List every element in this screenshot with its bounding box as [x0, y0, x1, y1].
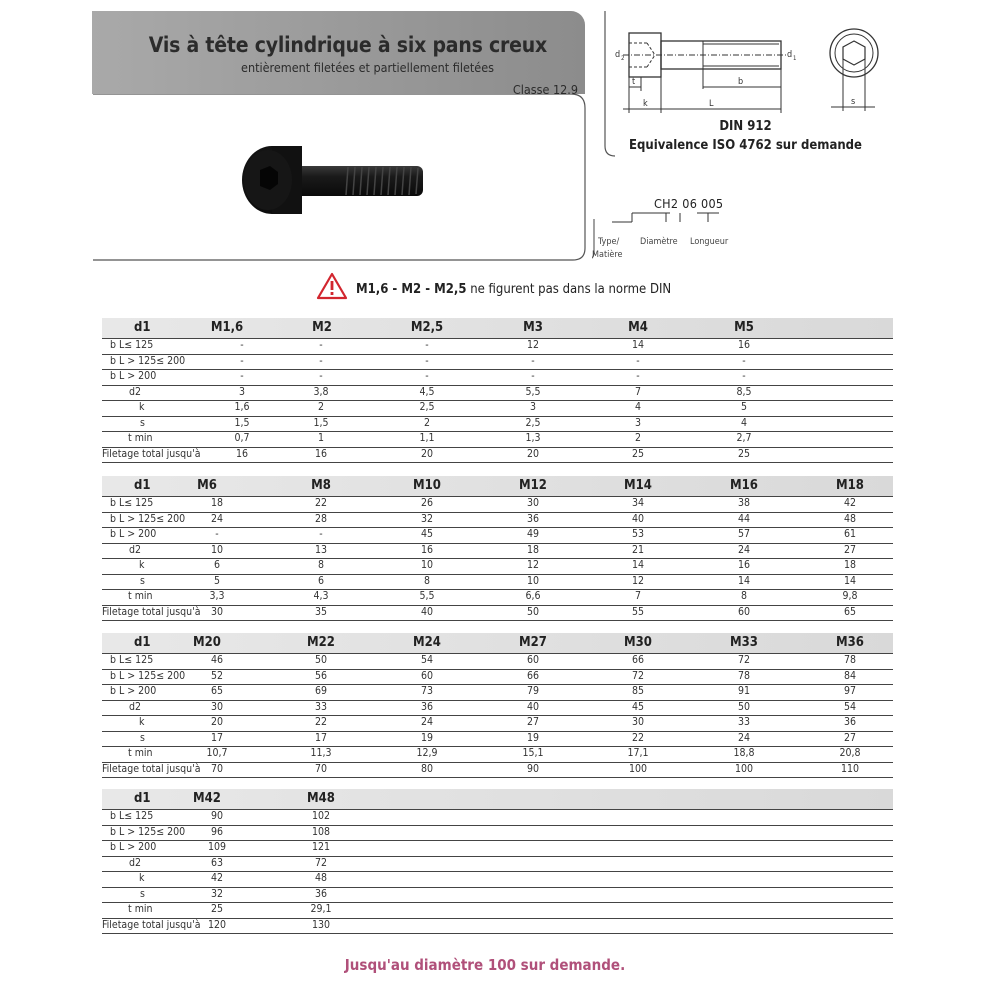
table-row [102, 338, 893, 355]
size-header: M4 [628, 320, 648, 335]
row-label: d2 [129, 543, 142, 556]
row-label: t min [128, 747, 153, 759]
table-header-row [102, 789, 893, 810]
size-header: M30 [624, 635, 652, 650]
table-cell: 29,1 [310, 903, 332, 915]
table-row [102, 527, 893, 544]
table-cell: 72 [314, 856, 328, 869]
table-cell: 45 [631, 700, 645, 713]
code-label-diameter: Diamètre [640, 237, 678, 247]
table-cell: 5,5 [419, 590, 435, 602]
table-cell: 21 [631, 543, 645, 556]
footer-note: Jusqu'au diamètre 100 sur demande. [344, 956, 626, 974]
table-cell: 34 [631, 497, 645, 509]
table-cell: 66 [526, 669, 540, 682]
table-header-row [102, 633, 893, 654]
table-cell: 27 [843, 543, 857, 556]
table-row [102, 825, 893, 842]
table-cell: 16 [235, 447, 249, 460]
table-row [102, 669, 893, 686]
table-row [102, 840, 893, 857]
table-cell: 8 [423, 574, 430, 587]
table-cell: 18 [526, 543, 540, 556]
size-header: M12 [519, 478, 547, 493]
table-cell: 6 [317, 574, 324, 587]
table-cell: 1,5 [234, 416, 250, 429]
table-cell: 50 [526, 605, 540, 618]
row-label: s [140, 731, 145, 744]
table-cell: 30 [631, 716, 645, 728]
size-header: M48 [307, 791, 335, 806]
table-cell: 18,8 [733, 747, 755, 759]
size-header: M20 [193, 635, 221, 650]
table-cell: - [531, 354, 535, 367]
row-label: b L > 125≤ 200 [110, 825, 186, 838]
table-cell: 8 [317, 559, 324, 571]
table-cell: 40 [420, 605, 434, 618]
row-label: b L≤ 125 [110, 810, 154, 822]
table-cell: 54 [420, 654, 434, 666]
size-header: M1,6 [210, 320, 244, 335]
table-cell: 15,1 [522, 747, 544, 759]
table-cell: 50 [737, 700, 751, 713]
table-cell: 52 [210, 669, 224, 682]
table-cell: 40 [526, 700, 540, 713]
table-cell: 3 [238, 385, 245, 398]
table-row [102, 369, 893, 386]
table-cell: 40 [631, 512, 645, 525]
table-cell: 45 [420, 528, 434, 540]
table-cell: 100 [734, 762, 754, 775]
table-cell: 2,7 [736, 432, 752, 444]
row-label: k [139, 559, 145, 571]
size-header: M27 [519, 635, 547, 650]
table-cell: 24 [210, 512, 224, 525]
warning-icon [316, 272, 348, 300]
row-label: k [139, 872, 145, 884]
table-row [102, 512, 893, 529]
table-cell: 60 [420, 669, 434, 682]
table-cell: 33 [737, 716, 751, 728]
table-cell: 7 [634, 385, 641, 398]
table-cell: 2 [634, 432, 641, 444]
table-cell: 78 [737, 669, 751, 682]
table-cell: 28 [314, 512, 328, 525]
table-cell: 70 [314, 762, 328, 775]
row-label: d2 [129, 385, 142, 398]
size-header: M8 [311, 478, 331, 493]
table-cell: - [240, 354, 244, 367]
svg-text:2: 2 [621, 55, 625, 62]
table-cell: 102 [311, 810, 331, 822]
table-row [102, 543, 893, 560]
table-row [102, 809, 893, 826]
warning-rest: ne figurent pas dans la norme DIN [466, 282, 672, 297]
table-cell: 42 [210, 872, 224, 884]
table-cell: 110 [840, 762, 860, 775]
table-cell: 36 [843, 716, 857, 728]
table-cell: 57 [737, 528, 751, 540]
size-header: M16 [730, 478, 758, 493]
table-row [102, 385, 893, 402]
size-header: M2,5 [410, 320, 444, 335]
table-cell: 2 [423, 416, 430, 429]
table-cell: 2,5 [525, 416, 541, 429]
row-label: b L > 200 [110, 370, 157, 382]
table-cell: 13 [314, 543, 328, 556]
table-cell: 14 [631, 339, 645, 351]
table-cell: 109 [207, 841, 227, 853]
table-cell: 35 [314, 605, 328, 618]
table-cell: 12 [631, 574, 645, 587]
table-row [102, 731, 893, 748]
table-cell: 14 [631, 559, 645, 571]
table-row [102, 354, 893, 371]
table-cell: 24 [737, 543, 751, 556]
page-subtitle: entièrement filetées et partiellement filetées [241, 60, 494, 75]
row-label: d2 [129, 856, 142, 869]
table-cell: 17,1 [627, 747, 649, 759]
row-label: Filetage total jusqu'à [102, 762, 201, 775]
table-cell: 16 [420, 543, 434, 556]
table-cell: 44 [737, 512, 751, 525]
table-cell: 33 [314, 700, 328, 713]
table-header-row [102, 318, 893, 339]
table-cell: 1,6 [234, 401, 250, 413]
table-cell: 32 [210, 887, 224, 900]
table-cell: - [319, 370, 323, 382]
row-label: b L > 125≤ 200 [110, 512, 186, 525]
table-header-d1: d1 [134, 635, 151, 650]
table-cell: 53 [631, 528, 645, 540]
dim-d1: d [787, 50, 793, 60]
table-cell: 10 [526, 574, 540, 587]
table-cell: 18 [843, 559, 857, 571]
table-cell: 5,5 [525, 385, 541, 398]
size-header: M24 [413, 635, 441, 650]
table-cell: 11,3 [310, 747, 332, 759]
table-cell: 25 [631, 447, 645, 460]
table-cell: 27 [843, 731, 857, 744]
code-label-material: Matière [592, 250, 623, 260]
table-cell: 78 [843, 654, 857, 666]
table-cell: 30 [526, 497, 540, 509]
row-label: Filetage total jusqu'à [102, 605, 201, 618]
table-cell: 14 [737, 574, 751, 587]
table-cell: 17 [210, 731, 224, 744]
table-cell: 42 [843, 497, 857, 509]
table-cell: 55 [631, 605, 645, 618]
table-cell: 18 [210, 497, 224, 509]
table-cell: 108 [311, 825, 331, 838]
row-label: b L > 125≤ 200 [110, 354, 186, 367]
table-cell: 24 [737, 731, 751, 744]
table-cell: - [240, 370, 244, 382]
table-cell: 4 [634, 401, 641, 413]
table-cell: 22 [314, 497, 328, 509]
table-cell: - [319, 354, 323, 367]
table-cell: - [531, 370, 535, 382]
table-cell: 4 [740, 416, 747, 429]
table-cell: 90 [526, 762, 540, 775]
row-label: b L≤ 125 [110, 339, 154, 351]
table-row [102, 871, 893, 888]
row-label: k [139, 401, 145, 413]
table-cell: - [319, 339, 323, 351]
table-cell: 19 [420, 731, 434, 744]
table-cell: - [636, 354, 640, 367]
row-label: Filetage total jusqu'à [102, 447, 201, 460]
table-cell: 14 [843, 574, 857, 587]
table-cell: 4,5 [419, 385, 435, 398]
table-cell: 60 [737, 605, 751, 618]
row-label: t min [128, 903, 153, 915]
size-header: M6 [197, 478, 217, 493]
dim-s: s [851, 97, 856, 107]
size-header: M33 [730, 635, 758, 650]
warning-sizes: M1,6 - M2 - M2,5 [356, 282, 467, 297]
table-cell: - [319, 528, 323, 540]
table-cell: 22 [631, 731, 645, 744]
table-row [102, 918, 893, 935]
table-cell: 54 [843, 700, 857, 713]
table-row [102, 700, 893, 717]
dim-L: L [709, 99, 714, 109]
table-cell: - [425, 370, 429, 382]
order-code: CH2 06 005 [654, 196, 724, 211]
row-label: b L≤ 125 [110, 654, 154, 666]
table-cell: - [425, 354, 429, 367]
table-cell: 25 [210, 903, 224, 915]
din-title: DIN 912 [719, 119, 772, 134]
svg-text:1: 1 [793, 55, 797, 62]
table-cell: 1 [317, 432, 324, 444]
table-cell: 61 [843, 528, 857, 540]
table-cell: 3,3 [209, 590, 225, 602]
table-cell: 3 [634, 416, 641, 429]
row-label: s [140, 574, 145, 587]
size-header: M18 [836, 478, 864, 493]
table-cell: 8,5 [736, 385, 752, 398]
size-header: M14 [624, 478, 652, 493]
table-cell: 36 [526, 512, 540, 525]
table-cell: 16 [314, 447, 328, 460]
table-cell: 4,3 [313, 590, 329, 602]
table-cell: 50 [314, 654, 328, 666]
table-cell: 36 [314, 887, 328, 900]
table-row [102, 856, 893, 873]
table-cell: 73 [420, 685, 434, 697]
table-cell: - [240, 339, 244, 351]
table-row [102, 447, 893, 464]
header-banner [92, 11, 585, 97]
table-cell: 70 [210, 762, 224, 775]
table-row [102, 431, 893, 448]
table-cell: 3,8 [313, 385, 329, 398]
table-cell: 72 [631, 669, 645, 682]
table-cell: 48 [843, 512, 857, 525]
table-cell: 60 [526, 654, 540, 666]
table-row [102, 762, 893, 779]
table-row [102, 605, 893, 622]
dim-t: t [632, 77, 636, 87]
table-row [102, 416, 893, 433]
table-cell: 17 [314, 731, 328, 744]
table-cell: 32 [420, 512, 434, 525]
table-cell: 48 [314, 872, 328, 884]
table-cell: 49 [526, 528, 540, 540]
table-cell: 72 [737, 654, 751, 666]
table-row [102, 715, 893, 732]
table-cell: - [215, 528, 219, 540]
table-row [102, 496, 893, 513]
table-cell: 16 [737, 339, 751, 351]
table-row [102, 746, 893, 763]
table-cell: 27 [526, 716, 540, 728]
table-row [102, 558, 893, 575]
table-cell: 30 [210, 605, 224, 618]
table-cell: 2,5 [419, 401, 435, 413]
table-cell: 66 [631, 654, 645, 666]
table-cell: 12 [526, 559, 540, 571]
table-cell: 90 [210, 810, 224, 822]
table-cell: 10 [420, 559, 434, 571]
size-header: M3 [523, 320, 543, 335]
code-label-type: Type/ [598, 237, 620, 247]
table-row [102, 400, 893, 417]
dim-b: b [738, 77, 744, 87]
table-row [102, 887, 893, 904]
table-cell: - [636, 370, 640, 382]
table-cell: 10 [210, 543, 224, 556]
row-label: b L > 200 [110, 528, 157, 540]
table-cell: 6,6 [525, 590, 541, 602]
table-cell: 19 [526, 731, 540, 744]
row-label: s [140, 887, 145, 900]
size-header: M42 [193, 791, 221, 806]
table-cell: 1,1 [419, 432, 435, 444]
table-cell: 20,8 [839, 747, 861, 759]
table-cell: 46 [210, 654, 224, 666]
table-cell: 38 [737, 497, 751, 509]
row-label: d2 [129, 700, 142, 713]
row-label: b L > 200 [110, 685, 157, 697]
bolt-image [238, 140, 433, 220]
table-cell: 91 [737, 685, 751, 697]
size-header: M2 [312, 320, 332, 335]
table-cell: 120 [207, 918, 227, 931]
table-cell: 121 [311, 841, 331, 853]
table-cell: 20 [210, 716, 224, 728]
table-cell: 16 [737, 559, 751, 571]
dim-d2: d [615, 50, 621, 60]
table-cell: 7 [634, 590, 641, 602]
size-header: M36 [836, 635, 864, 650]
table-cell: 2 [317, 401, 324, 413]
table-cell: 22 [314, 716, 328, 728]
table-cell: 130 [311, 918, 331, 931]
table-header-row [102, 476, 893, 497]
row-label: t min [128, 590, 153, 602]
page-title: Vis à tête cylindrique à six pans creux [148, 33, 547, 57]
row-label: s [140, 416, 145, 429]
table-cell: 1,3 [525, 432, 541, 444]
row-label: b L≤ 125 [110, 497, 154, 509]
table-cell: 5 [740, 401, 747, 413]
table-cell: 56 [314, 669, 328, 682]
table-cell: 65 [843, 605, 857, 618]
table-cell: 26 [420, 497, 434, 509]
table-header-d1: d1 [134, 478, 151, 493]
table-cell: 80 [420, 762, 434, 775]
row-label: b L > 125≤ 200 [110, 669, 186, 682]
code-label-length: Longueur [690, 237, 729, 247]
table-header-d1: d1 [134, 320, 151, 335]
table-cell: 12,9 [416, 747, 438, 759]
row-label: b L > 200 [110, 841, 157, 853]
table-cell: 36 [420, 700, 434, 713]
table-cell: 0,7 [234, 432, 250, 444]
table-cell: 8 [740, 590, 747, 602]
din-equivalence: Equivalence ISO 4762 sur demande [629, 138, 862, 153]
table-header-d1: d1 [134, 791, 151, 806]
table-cell: 20 [526, 447, 540, 460]
table-cell: - [425, 339, 429, 351]
warning-text [356, 282, 671, 297]
table-cell: 79 [526, 685, 540, 697]
table-cell: 3 [529, 401, 536, 413]
table-cell: 9,8 [842, 590, 858, 602]
table-cell: 84 [843, 669, 857, 682]
table-cell: 10,7 [206, 747, 228, 759]
table-cell: - [742, 370, 746, 382]
table-row [102, 574, 893, 591]
table-cell: 12 [526, 339, 540, 351]
table-cell: 1,5 [313, 416, 329, 429]
table-cell: 85 [631, 685, 645, 697]
table-cell: 100 [628, 762, 648, 775]
table-cell: 6 [213, 559, 220, 571]
dim-k: k [643, 99, 648, 109]
table-row [102, 684, 893, 701]
table-cell: - [742, 354, 746, 367]
table-cell: 96 [210, 825, 224, 838]
table-cell: 20 [420, 447, 434, 460]
table-row [102, 902, 893, 919]
table-cell: 63 [210, 856, 224, 869]
table-cell: 24 [420, 716, 434, 728]
table-cell: 97 [843, 685, 857, 697]
table-cell: 65 [210, 685, 224, 697]
table-cell: 69 [314, 685, 328, 697]
row-label: Filetage total jusqu'à [102, 918, 201, 931]
row-label: t min [128, 432, 153, 444]
size-header: M10 [413, 478, 441, 493]
table-row [102, 653, 893, 670]
table-row [102, 589, 893, 606]
size-header: M5 [734, 320, 754, 335]
table-cell: 30 [210, 700, 224, 713]
table-cell: 25 [737, 447, 751, 460]
size-header: M22 [307, 635, 335, 650]
table-cell: 5 [213, 574, 220, 587]
row-label: k [139, 716, 145, 728]
class-label: Classe 12.9 [512, 82, 578, 97]
